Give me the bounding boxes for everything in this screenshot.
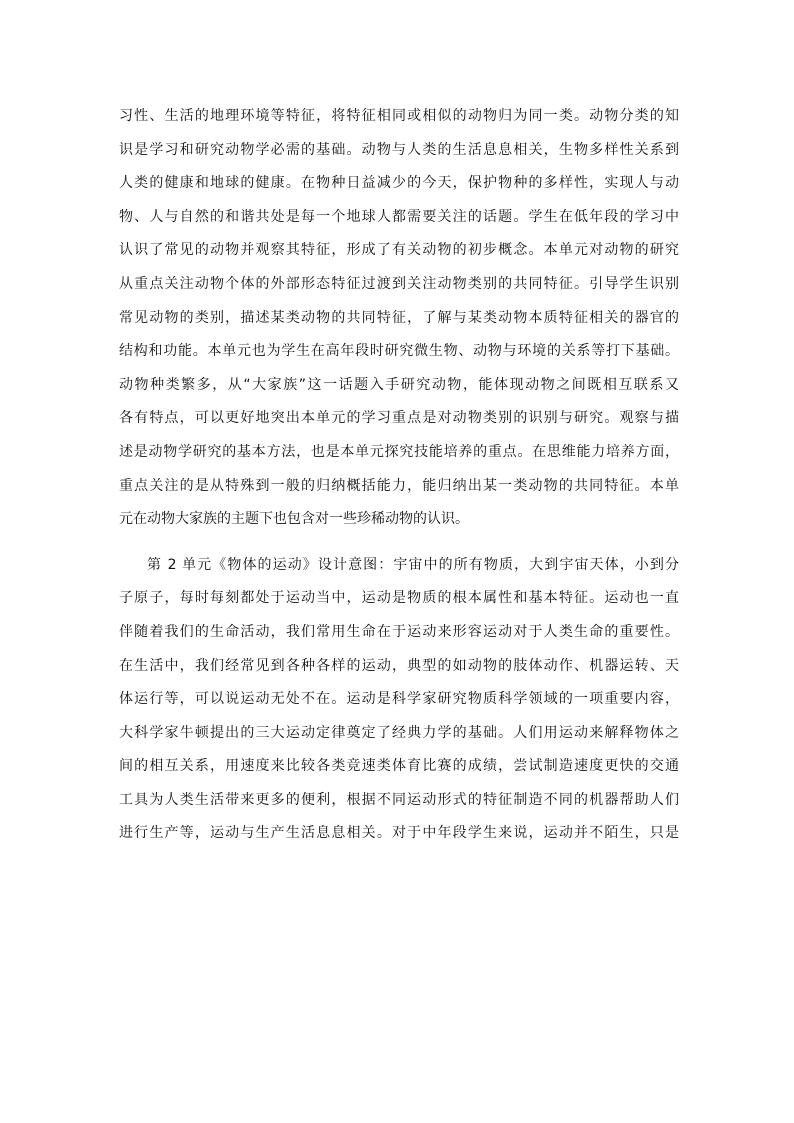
text-line: 第 2 单元《物体的运动》设计意图：宇宙中的所有物质，大到宇宙天体，小到分	[147, 556, 679, 573]
text-line: 人类的健康和地球的健康。在物种日益减少的今天，保护物种的多样性，实现人与动	[119, 175, 679, 192]
text-line: 工具为人类生活带来更多的便利，根据不同运动形式的特征制造不同的机器帮助人们	[119, 791, 679, 808]
text-line: 大科学家牛顿提出的三大运动定律奠定了经典力学的基础。人们用运动来解释物体之	[119, 724, 679, 741]
paragraph-motion-unit	[119, 549, 679, 851]
text-line: 进行生产等，运动与生产生活息息相关。对于中年段学生来说，运动并不陌生，只是	[119, 825, 679, 842]
text-line: 认识了常见的动物并观察其特征，形成了有关动物的初步概念。本单元对动物的研究	[119, 242, 679, 259]
text-line: 结构和功能。本单元也为学生在高年段时研究微生物、动物与环境的关系等打下基础。	[119, 343, 679, 360]
text-line: 动物种类繁多，从“大家族”这一话题入手研究动物，能体现动物之间既相互联系又	[119, 376, 679, 393]
text-line: 常见动物的类别，描述某类动物的共同特征，了解与某类动物本质特征相关的器官的	[119, 309, 679, 326]
text-line: 从重点关注动物个体的外部形态特征过渡到关注动物类别的共同特征。引导学生识别	[119, 275, 679, 292]
text-line: 习性、生活的地理环境等特征，将特征相同或相似的动物归为同一类。动物分类的知	[119, 108, 679, 124]
text-line: 在生活中，我们经常见到各种各样的运动，典型的如动物的肢体动作、机器运转、天	[119, 657, 679, 674]
document-body	[119, 100, 679, 851]
paragraph-animal-unit	[119, 100, 679, 537]
text-line: 伴随着我们的生命活动，我们常用生命在于运动来形容运动对于人类生命的重要性。	[119, 623, 679, 640]
text-line: 体运行等，可以说运动无处不在。运动是科学家研究物质科学领域的一项重要内容，	[119, 691, 679, 708]
text-line: 各有特点，可以更好地突出本单元的学习重点是对动物类别的识别与研究。观察与描	[119, 410, 679, 427]
paragraph-gap	[119, 537, 679, 549]
text-line: 述是动物学研究的基本方法，也是本单元探究技能培养的重点。在思维能力培养方面，	[119, 443, 679, 460]
text-line: 子原子，每时每刻都处于运动当中，运动是物质的根本属性和基本特征。运动也一直	[119, 590, 679, 607]
text-line: 重点关注的是从特殊到一般的归纳概括能力，能归纳出某一类动物的共同特征。本单	[119, 477, 679, 494]
text-line: 物、人与自然的和谐共处是每一个地球人都需要关注的话题。学生在低年段的学习中	[119, 208, 679, 225]
text-line: 间的相互关系，用速度来比较各类竞速类体育比赛的成绩，尝试制造速度更快的交通	[119, 758, 679, 775]
text-line: 元在动物大家族的主题下也包含对一些珍稀动物的认识。	[119, 511, 469, 528]
text-line: 识是学习和研究动物学必需的基础。动物与人类的生活息息相关，生物多样性关系到	[119, 141, 679, 158]
